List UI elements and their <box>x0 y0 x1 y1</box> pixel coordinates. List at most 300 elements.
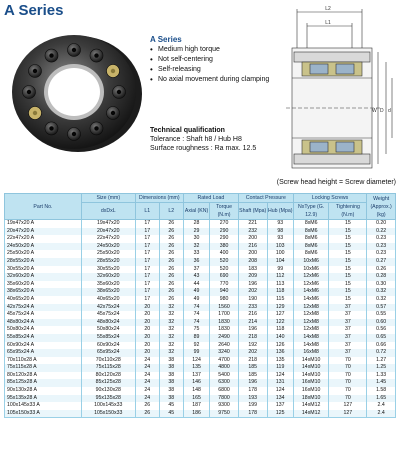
cell-l1: 20 <box>135 349 159 357</box>
header-contact-pressure: Contact Pressure <box>238 194 293 203</box>
table-row <box>5 228 396 236</box>
cell-part-no: 60x90x24 A <box>5 342 82 350</box>
cell-shaft: 190 <box>238 296 267 304</box>
cell-shaft: 185 <box>238 372 267 380</box>
cell-size: 25x50x20 <box>81 250 135 258</box>
cell-size: 70x110x28 <box>81 357 135 365</box>
cell-l1: 20 <box>135 311 159 319</box>
table-row <box>5 402 396 410</box>
cell-tightening: 15 <box>329 296 367 304</box>
table-row <box>5 250 396 258</box>
header-tightening: Tightening (N.m) <box>329 203 367 220</box>
cell-part-no: 25x50x20 A <box>5 250 82 258</box>
cell-tightening: 37 <box>329 304 367 312</box>
cell-hub: 135 <box>267 357 293 365</box>
cell-size: 85x125x28 <box>81 379 135 387</box>
cell-torque: 270 <box>210 220 239 228</box>
cell-part-no: 100x145x33 A <box>5 402 82 410</box>
cell-size: 22x47x20 <box>81 235 135 243</box>
series-features <box>150 35 290 86</box>
cell-shaft: 208 <box>238 258 267 266</box>
cell-l1: 17 <box>135 220 159 228</box>
cell-torque: 6300 <box>210 379 239 387</box>
cell-hub: 93 <box>267 235 293 243</box>
cell-tightening: 15 <box>329 258 367 266</box>
cell-size: 50x80x24 <box>81 326 135 334</box>
cell-weight: 0.30 <box>367 281 396 289</box>
cell-torque: 9750 <box>210 410 239 418</box>
cell-l2: 38 <box>159 372 183 380</box>
label-d-inner: d <box>388 108 391 114</box>
cell-torque: 290 <box>210 228 239 236</box>
series-name: A Series <box>150 35 182 44</box>
cell-l2: 32 <box>159 304 183 312</box>
cell-nxtype: 8xM6 <box>293 235 329 243</box>
header-shaft: Shaft (Mpa) <box>238 203 267 220</box>
spec-table <box>4 193 396 418</box>
cell-torque: 770 <box>210 281 239 289</box>
cell-l1: 20 <box>135 304 159 312</box>
cell-nxtype: 14xM8 <box>293 334 329 342</box>
cell-torque: 7800 <box>210 395 239 403</box>
cell-l2: 26 <box>159 243 183 251</box>
cell-part-no: 19x47x20 A <box>5 220 82 228</box>
header-axial: Axial (KN) <box>183 203 209 220</box>
cell-hub: 124 <box>267 387 293 395</box>
cell-nxtype: 14xM6 <box>293 296 329 304</box>
cell-l2: 38 <box>159 364 183 372</box>
cell-part-no: 70x110x28 A <box>5 357 82 365</box>
cell-tightening: 37 <box>329 319 367 327</box>
cell-nxtype: 12xM8 <box>293 326 329 334</box>
label-l1: L1 <box>325 20 331 26</box>
cell-tightening: 15 <box>329 235 367 243</box>
cell-torque: 520 <box>210 266 239 274</box>
cell-axial: 89 <box>183 334 209 342</box>
cell-part-no: 40x65x20 A <box>5 296 82 304</box>
cell-shaft: 221 <box>238 220 267 228</box>
cell-torque: 1560 <box>210 304 239 312</box>
cell-hub: 124 <box>267 372 293 380</box>
table-row <box>5 258 396 266</box>
cell-part-no: 50x80x24 A <box>5 326 82 334</box>
cell-weight: 2.4 <box>367 402 396 410</box>
cell-tightening: 15 <box>329 243 367 251</box>
cell-part-no: 90x130x28 A <box>5 387 82 395</box>
cell-weight: 0.23 <box>367 235 396 243</box>
cell-hub: 93 <box>267 220 293 228</box>
table-row <box>5 387 396 395</box>
table-row <box>5 357 396 365</box>
cell-l1: 24 <box>135 387 159 395</box>
cell-hub: 98 <box>267 228 293 236</box>
cell-l2: 32 <box>159 342 183 350</box>
bolt-socket-icon <box>94 53 98 57</box>
cell-torque: 4800 <box>210 364 239 372</box>
cell-part-no: 95x135x28 A <box>5 395 82 403</box>
cell-l1: 17 <box>135 250 159 258</box>
cell-axial: 74 <box>183 319 209 327</box>
cell-shaft: 209 <box>238 273 267 281</box>
cell-part-no: 75x115x28 A <box>5 364 82 372</box>
cell-nxtype: 14xM10 <box>293 357 329 365</box>
cell-axial: 146 <box>183 379 209 387</box>
cell-axial: 29 <box>183 228 209 236</box>
cell-weight: 0.60 <box>367 319 396 327</box>
product-image <box>6 30 146 155</box>
cell-l2: 32 <box>159 311 183 319</box>
cell-axial: 44 <box>183 281 209 289</box>
cell-size: 30x55x20 <box>81 266 135 274</box>
cell-torque: 380 <box>210 243 239 251</box>
cell-l1: 17 <box>135 243 159 251</box>
cell-nxtype: 10xM6 <box>293 266 329 274</box>
cell-weight: 0.32 <box>367 288 396 296</box>
cell-hub: 118 <box>267 326 293 334</box>
cell-part-no: 30x55x20 A <box>5 266 82 274</box>
cell-hub: 99 <box>267 266 293 274</box>
cell-size: 65x95x24 <box>81 349 135 357</box>
cell-l2: 26 <box>159 296 183 304</box>
cell-l1: 17 <box>135 235 159 243</box>
cell-shaft: 232 <box>238 228 267 236</box>
cell-size: 55x85x24 <box>81 334 135 342</box>
cell-weight: 0.28 <box>367 273 396 281</box>
cell-axial: 137 <box>183 372 209 380</box>
cell-l1: 26 <box>135 410 159 418</box>
cell-part-no: 38x65x20 A <box>5 288 82 296</box>
cell-nxtype: 12xM8 <box>293 319 329 327</box>
table-row <box>5 326 396 334</box>
cell-weight: 1.58 <box>367 387 396 395</box>
header-rated-load: Rated Load <box>183 194 238 203</box>
table-row <box>5 319 396 327</box>
cell-shaft: 196 <box>238 326 267 334</box>
cell-tightening: 37 <box>329 326 367 334</box>
cell-torque: 400 <box>210 250 239 258</box>
cell-nxtype: 14xM10 <box>293 372 329 380</box>
cell-part-no: 55x85x24 A <box>5 334 82 342</box>
cell-l2: 38 <box>159 357 183 365</box>
cell-nxtype: 14xM10 <box>293 364 329 372</box>
cell-nxtype: 14xM12 <box>293 402 329 410</box>
cell-l1: 24 <box>135 357 159 365</box>
cell-torque: 290 <box>210 235 239 243</box>
cell-tightening: 127 <box>329 402 367 410</box>
cell-axial: 32 <box>183 243 209 251</box>
table-row <box>5 304 396 312</box>
cell-torque: 2490 <box>210 334 239 342</box>
cell-torque: 980 <box>210 296 239 304</box>
cell-l2: 45 <box>159 410 183 418</box>
cell-size: 38x65x20 <box>81 288 135 296</box>
bolt-socket-icon <box>117 90 121 94</box>
cell-hub: 100 <box>267 250 293 258</box>
cell-shaft: 193 <box>238 395 267 403</box>
table-row <box>5 342 396 350</box>
cell-axial: 74 <box>183 311 209 319</box>
cell-axial: 135 <box>183 364 209 372</box>
technical-drawing <box>284 4 398 176</box>
cell-size: 48x80x24 <box>81 319 135 327</box>
header-locking-screws: Locking Screws <box>293 194 366 203</box>
cell-torque: 9300 <box>210 402 239 410</box>
cell-size: 95x135x28 <box>81 395 135 403</box>
cell-tightening: 70 <box>329 364 367 372</box>
cell-tightening: 15 <box>329 281 367 289</box>
cell-tightening: 70 <box>329 357 367 365</box>
header-dimensions: Dimensions (mm) <box>135 194 183 203</box>
header-l1: L1 <box>135 203 159 220</box>
cell-part-no: 45x75x24 A <box>5 311 82 319</box>
cell-part-no: 65x95x24 A <box>5 349 82 357</box>
cell-shaft: 202 <box>238 349 267 357</box>
feature-item: • Medium high torque <box>150 46 290 53</box>
bolt-socket-icon <box>33 111 37 115</box>
cell-tightening: 70 <box>329 372 367 380</box>
table-row <box>5 296 396 304</box>
cell-weight: 2.4 <box>367 410 396 418</box>
cell-torque: 1830 <box>210 326 239 334</box>
cell-axial: 124 <box>183 357 209 365</box>
cell-nxtype: 12xM6 <box>293 273 329 281</box>
cell-l2: 26 <box>159 273 183 281</box>
cell-nxtype: 14xM8 <box>293 342 329 350</box>
cell-tightening: 37 <box>329 334 367 342</box>
cell-tightening: 15 <box>329 228 367 236</box>
roughness-text: Surface roughness : Ra max. 12.5 <box>150 145 257 152</box>
cell-weight: 0.56 <box>367 326 396 334</box>
cell-hub: 113 <box>267 281 293 289</box>
table-row <box>5 235 396 243</box>
page-title: A Series <box>4 2 64 19</box>
cell-shaft: 218 <box>238 357 267 365</box>
cell-size: 45x75x24 <box>81 311 135 319</box>
cell-tightening: 37 <box>329 311 367 319</box>
cell-nxtype: 10xM6 <box>293 258 329 266</box>
cell-tightening: 15 <box>329 266 367 274</box>
cell-hub: 122 <box>267 319 293 327</box>
cell-hub: 119 <box>267 364 293 372</box>
cell-size: 24x50x20 <box>81 243 135 251</box>
cell-l2: 32 <box>159 349 183 357</box>
header-dxdxl: dxDxL <box>81 203 135 220</box>
cell-nxtype: 8xM6 <box>293 243 329 251</box>
table-row <box>5 220 396 228</box>
cell-torque: 690 <box>210 273 239 281</box>
cell-size: 80x120x28 <box>81 372 135 380</box>
cell-axial: 49 <box>183 296 209 304</box>
cell-weight: 0.23 <box>367 243 396 251</box>
cell-l1: 24 <box>135 364 159 372</box>
cell-axial: 28 <box>183 220 209 228</box>
cell-weight: 0.23 <box>367 250 396 258</box>
cell-l2: 45 <box>159 402 183 410</box>
bolt-socket-icon <box>27 90 31 94</box>
tolerance-text: Tolerance : Shaft h8 / Hub H8 <box>150 136 242 143</box>
cell-torque: 2640 <box>210 342 239 350</box>
header-l2: L2 <box>159 203 183 220</box>
table-row <box>5 349 396 357</box>
cell-size: 40x65x20 <box>81 296 135 304</box>
cell-tightening: 15 <box>329 250 367 258</box>
cell-l2: 26 <box>159 288 183 296</box>
cell-axial: 92 <box>183 342 209 350</box>
cell-nxtype: 12xM6 <box>293 281 329 289</box>
cell-axial: 43 <box>183 273 209 281</box>
table-row <box>5 334 396 342</box>
cell-nxtype: 12xM8 <box>293 304 329 312</box>
cell-l2: 38 <box>159 387 183 395</box>
cell-shaft: 216 <box>238 243 267 251</box>
cell-nxtype: 12xM8 <box>293 311 329 319</box>
cell-l1: 20 <box>135 319 159 327</box>
cell-l2: 26 <box>159 258 183 266</box>
table-row <box>5 288 396 296</box>
cell-l1: 17 <box>135 281 159 289</box>
cell-tightening: 15 <box>329 220 367 228</box>
cell-axial: 187 <box>183 402 209 410</box>
cell-l1: 20 <box>135 342 159 350</box>
cell-l1: 20 <box>135 326 159 334</box>
cell-weight: 0.32 <box>367 296 396 304</box>
header-hub: Hub (Mpa) <box>267 203 293 220</box>
cell-l2: 26 <box>159 266 183 274</box>
cell-part-no: 85x125x28 A <box>5 379 82 387</box>
cell-l2: 26 <box>159 220 183 228</box>
cell-torque: 1830 <box>210 319 239 327</box>
cell-part-no: 22x47x20 A <box>5 235 82 243</box>
table-row <box>5 243 396 251</box>
cell-size: 105x150x33 <box>81 410 135 418</box>
bolt-socket-icon <box>49 53 53 57</box>
cell-shaft: 202 <box>238 288 267 296</box>
header-nxtype: NxType (G. 12.9) <box>293 203 329 220</box>
feature-item: • Not self-centering <box>150 56 290 63</box>
cell-nxtype: 8xM6 <box>293 220 329 228</box>
cell-l2: 26 <box>159 228 183 236</box>
cell-size: 90x130x28 <box>81 387 135 395</box>
cell-weight: 1.33 <box>367 372 396 380</box>
cell-hub: 136 <box>267 349 293 357</box>
cell-axial: 99 <box>183 349 209 357</box>
cell-l1: 17 <box>135 266 159 274</box>
cell-weight: 1.45 <box>367 379 396 387</box>
cell-hub: 103 <box>267 243 293 251</box>
cell-axial: 148 <box>183 387 209 395</box>
cell-tightening: 70 <box>329 379 367 387</box>
cell-shaft: 200 <box>238 250 267 258</box>
cell-weight: 0.20 <box>367 220 396 228</box>
cell-hub: 126 <box>267 342 293 350</box>
cell-shaft: 200 <box>238 235 267 243</box>
cell-axial: 75 <box>183 326 209 334</box>
cell-torque: 5400 <box>210 372 239 380</box>
cell-weight: 0.27 <box>367 258 396 266</box>
cell-hub: 125 <box>267 410 293 418</box>
bolt-socket-icon <box>72 48 76 52</box>
cell-nxtype: 16xM10 <box>293 387 329 395</box>
feature-item: • No axial movement during clamping <box>150 76 290 83</box>
cell-tightening: 37 <box>329 349 367 357</box>
bolt-socket-icon <box>72 132 76 136</box>
cell-part-no: 80x120x28 A <box>5 372 82 380</box>
cell-part-no: 42x75x24 A <box>5 304 82 312</box>
cell-tightening: 15 <box>329 273 367 281</box>
cell-axial: 30 <box>183 235 209 243</box>
cell-hub: 104 <box>267 258 293 266</box>
cell-part-no: 105x150x33 A <box>5 410 82 418</box>
cell-l1: 17 <box>135 258 159 266</box>
table-row <box>5 311 396 319</box>
cell-l1: 17 <box>135 288 159 296</box>
cell-weight: 0.66 <box>367 342 396 350</box>
cell-part-no: 28x55x20 A <box>5 258 82 266</box>
cell-hub: 140 <box>267 334 293 342</box>
cell-weight: 0.22 <box>367 228 396 236</box>
cell-tightening: 70 <box>329 395 367 403</box>
table-row <box>5 395 396 403</box>
cell-shaft: 233 <box>238 304 267 312</box>
cell-shaft: 183 <box>238 266 267 274</box>
cell-torque: 1700 <box>210 311 239 319</box>
cell-l2: 38 <box>159 379 183 387</box>
cell-hub: 129 <box>267 304 293 312</box>
cell-hub: 112 <box>267 273 293 281</box>
cell-axial: 74 <box>183 304 209 312</box>
tech-title: Technical qualification <box>150 127 225 134</box>
cell-size: 32x60x20 <box>81 273 135 281</box>
bolt-socket-icon <box>49 126 53 130</box>
table-row <box>5 372 396 380</box>
cell-l2: 26 <box>159 235 183 243</box>
cell-axial: 49 <box>183 288 209 296</box>
bolt-socket-icon <box>33 69 37 73</box>
cell-hub: 115 <box>267 296 293 304</box>
cell-shaft: 218 <box>238 334 267 342</box>
cell-torque: 4700 <box>210 357 239 365</box>
cell-tightening: 70 <box>329 387 367 395</box>
cell-hub: 127 <box>267 311 293 319</box>
table-row <box>5 281 396 289</box>
cell-size: 19x47x20 <box>81 220 135 228</box>
feature-item: • Self-releasing <box>150 66 290 73</box>
table-row <box>5 273 396 281</box>
label-d-outer: D <box>380 108 384 114</box>
table-row <box>5 410 396 418</box>
cell-tightening: 15 <box>329 288 367 296</box>
cell-hub: 134 <box>267 395 293 403</box>
cell-size: 100x145x33 <box>81 402 135 410</box>
cell-axial: 186 <box>183 410 209 418</box>
cell-axial: 37 <box>183 266 209 274</box>
cell-part-no: 32x60x20 A <box>5 273 82 281</box>
cell-weight: 0.72 <box>367 349 396 357</box>
cell-l2: 38 <box>159 395 183 403</box>
header-weight: Weight (Approx.) (kg) <box>367 194 396 220</box>
cell-size: 20x47x20 <box>81 228 135 236</box>
cell-nxtype: 16xM8 <box>293 349 329 357</box>
table-row <box>5 266 396 274</box>
cell-nxtype: 14xM6 <box>293 288 329 296</box>
cell-l2: 32 <box>159 334 183 342</box>
cell-shaft: 214 <box>238 319 267 327</box>
cell-shaft: 185 <box>238 364 267 372</box>
cell-l1: 17 <box>135 228 159 236</box>
cell-size: 75x115x28 <box>81 364 135 372</box>
cell-part-no: 35x60x20 A <box>5 281 82 289</box>
cell-weight: 1.27 <box>367 357 396 365</box>
